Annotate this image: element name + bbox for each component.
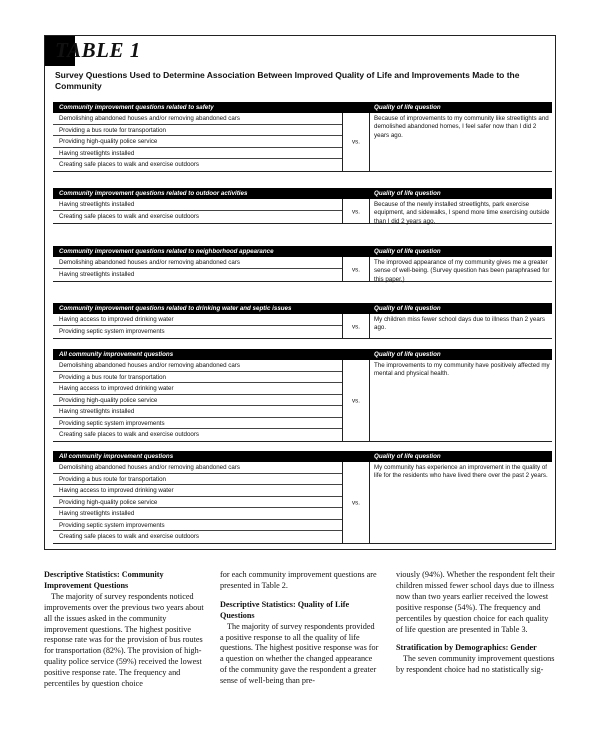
body-column-1: [44, 570, 204, 690]
improvement-question-row: Having streetlights installed: [59, 270, 135, 278]
versus-label: vs.: [352, 138, 360, 146]
body-paragraph: The majority of survey respondents provided a positive response to all the quality of life questions. The highest positive response was for a question on whether the changed appearance of the community gave the respondent a greater sense of well-being than pre-: [220, 621, 379, 686]
table-section: [53, 349, 552, 442]
versus-label: vs.: [352, 323, 360, 330]
section-header-bar: [53, 188, 552, 199]
versus-label: vs.: [352, 499, 360, 507]
versus-cell: [342, 314, 370, 339]
section-header-bar: [53, 303, 552, 314]
section-body: [53, 199, 552, 224]
quality-of-life-question-text: Because of improvements to my community like streetlights and demolished abandoned homes, I feel safer now than I did 2 years ago.: [374, 115, 549, 139]
quality-of-life-question-text: The improved appearance of my community gives me a greater sense of well-being. (Survey question has been paraphrased for this paper.): [374, 259, 550, 283]
section-body: [53, 257, 552, 282]
improvement-question-row: Creating safe places to walk and exercise outdoors: [59, 431, 199, 438]
body-column-3: [396, 570, 556, 676]
improvement-question-row: Creating safe places to walk and exercise outdoors: [59, 161, 199, 168]
versus-label: vs.: [352, 397, 360, 405]
section-body: [53, 113, 552, 172]
section-left-header: Community improvement questions related to safety: [59, 104, 214, 111]
section-right-header: Quality of life question: [374, 351, 441, 358]
table-title: TABLE 1: [55, 38, 141, 62]
section-left-header: Community improvement questions related to neighborhood appearance: [59, 248, 274, 255]
versus-cell: [342, 360, 370, 442]
section-header-bar: [53, 451, 552, 462]
section-right-header: Quality of life question: [374, 453, 441, 460]
improvement-question-row: Providing septic system improvements: [53, 418, 342, 430]
improvement-question-row: Having access to improved drinking water: [53, 314, 342, 326]
table-section: [53, 188, 552, 224]
improvement-question-row: Providing a bus route for transportation: [53, 372, 342, 384]
body-paragraph: viously (94%). Whether the respondent felt their children missed fewer school days due to illness now than two years earlier received the lowest positive response (54%). The frequency and percentiles by question choice for each quality of life question are presented in Table 3.: [396, 570, 555, 634]
improvement-question-list: [53, 360, 342, 441]
improvement-question-list: [53, 113, 342, 171]
improvement-question-list: [53, 257, 342, 280]
improvement-question-row: Creating safe places to walk and exercise outdoors: [59, 212, 199, 220]
table-1: [44, 35, 556, 550]
versus-label: vs.: [352, 266, 360, 273]
improvement-question-list: [53, 314, 342, 337]
improvement-question-row: Having streetlights installed: [53, 148, 342, 160]
improvement-question-row: Having streetlights installed: [53, 508, 342, 520]
improvement-question-row: Providing high-quality police service: [53, 497, 342, 509]
improvement-question-row: Providing a bus route for transportation: [53, 474, 342, 486]
improvement-question-row: Demolishing abandoned houses and/or removing abandoned cars: [53, 462, 342, 474]
section-body: [53, 360, 552, 442]
quality-of-life-question-text: Because of the newly installed streetlights, park exercise equipment, and sidewalks, I spend more time exercising outside than I did 2 years ago.: [374, 201, 550, 225]
section-header-bar: [53, 102, 552, 113]
body-paragraph: The majority of survey respondents noticed improvements over the previous two years about all the issues asked in the community improvement questions. The highest positive response rate was for the provision of bus routes for transportation (82%). The provision of high-quality police service (59%) received the lowest positive response rate. The frequency and percentiles by question choice: [44, 591, 204, 689]
versus-cell: [342, 199, 370, 224]
section-right-header: Quality of life question: [374, 248, 441, 255]
improvement-question-row: Providing septic system improvements: [59, 327, 165, 335]
section-left-header: All community improvement questions: [59, 351, 174, 358]
improvement-question-row: Providing high-quality police service: [53, 395, 342, 407]
improvement-question-row: Demolishing abandoned houses and/or removing abandoned cars: [53, 360, 342, 372]
versus-cell: [342, 257, 370, 282]
table-section: [53, 303, 552, 339]
quality-of-life-question-text: The improvements to my community have positively affected my mental and physical health.: [374, 362, 550, 378]
improvement-question-row: Providing septic system improvements: [53, 520, 342, 532]
body-paragraph: The seven community improvement questions by respondent choice had no statistically sig-: [396, 654, 555, 675]
section-right-header: Quality of life question: [374, 104, 441, 111]
table-section: [53, 246, 552, 282]
versus-cell: [342, 462, 370, 544]
section-body: [53, 462, 552, 544]
quality-of-life-question-text: My children miss fewer school days due to illness than 2 years ago.: [374, 316, 545, 332]
section-left-header: Community improvement questions related to drinking water and septic issues: [59, 305, 292, 312]
versus-label: vs.: [352, 208, 360, 215]
improvement-question-row: Having access to improved drinking water: [53, 485, 342, 497]
section-header-bar: [53, 246, 552, 257]
quality-of-life-question-text: My community has experience an improvement in the quality of life for the residents who have lived there over the past 2 years.: [374, 464, 548, 480]
table-section: [53, 102, 552, 172]
section-heading-quality: Descriptive Statistics: Quality of Life Questions: [220, 599, 350, 620]
improvement-question-row: Demolishing abandoned houses and/or removing abandoned cars: [53, 113, 342, 125]
improvement-question-row: Providing high-quality police service: [53, 136, 342, 148]
section-right-header: Quality of life question: [374, 305, 441, 312]
improvement-question-row: Having streetlights installed: [53, 199, 342, 211]
improvement-question-row: Demolishing abandoned houses and/or removing abandoned cars: [53, 257, 342, 269]
section-heading-community: Descriptive Statistics: Community Improvement Questions: [44, 570, 164, 590]
improvement-question-row: Creating safe places to walk and exercise outdoors: [59, 533, 199, 540]
improvement-question-row: Having streetlights installed: [53, 406, 342, 418]
versus-cell: [342, 113, 370, 172]
section-heading-gender: Stratification by Demographics: Gender: [396, 643, 537, 653]
table-section: [53, 451, 552, 544]
improvement-question-list: [53, 199, 342, 222]
body-column-2: [220, 570, 380, 687]
improvement-question-row: Providing a bus route for transportation: [53, 125, 342, 137]
section-right-header: Quality of life question: [374, 190, 441, 197]
body-paragraph: for each community improvement questions are presented in Table 2.: [220, 570, 377, 590]
section-body: [53, 314, 552, 339]
improvement-question-list: [53, 462, 342, 543]
table-caption: Survey Questions Used to Determine Association Between Improved Quality of Life and Improvements Made to the Community: [55, 70, 520, 91]
section-header-bar: [53, 349, 552, 360]
section-left-header: All community improvement questions: [59, 453, 174, 460]
section-left-header: Community improvement questions related to outdoor activities: [59, 190, 248, 197]
improvement-question-row: Having access to improved drinking water: [53, 383, 342, 395]
